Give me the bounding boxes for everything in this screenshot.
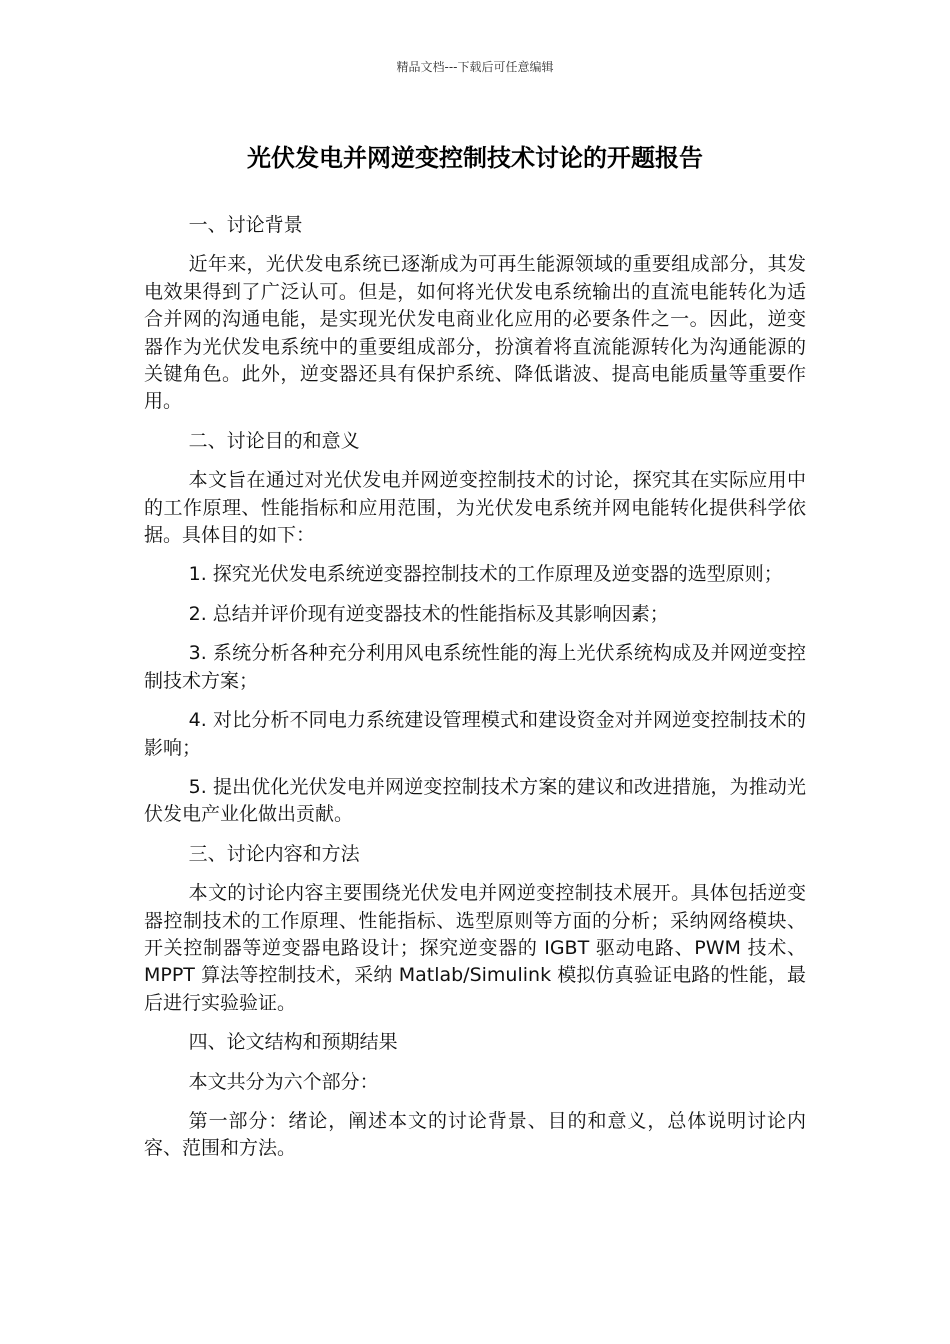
list-item-purpose-1: 1. 探究光伏发电系统逆变器控制技术的工作原理及逆变器的选型原则；: [188, 563, 783, 586]
section-heading-purpose: 二、讨论目的和意义: [188, 429, 360, 452]
paragraph-structure-intro: 本文共分为六个部分：: [188, 1070, 379, 1093]
paragraph-content-methods: 本文的讨论内容主要围绕光伏发电并网逆变控制技术展开。具体包括逆变器控制技术的工作原理、性能指标、选型原则等方面的分析；采纳网络模块、开关控制器等逆变器电路设计；探究逆变器的 IGBT 驱动电路、PWM 技术、MPPT 算法等控制技术，采纳 Matlab/Simulink 模拟仿真验证电路的性能，最后进行实验验证。: [144, 882, 806, 1014]
section-heading-content-methods: 三、讨论内容和方法: [188, 842, 360, 865]
paragraph-structure-part1: 第一部分：绪论，阐述本文的讨论背景、目的和意义，总体说明讨论内容、范围和方法。: [144, 1109, 806, 1160]
paragraph-purpose: 本文旨在通过对光伏发电并网逆变控制技术的讨论，探究其在实际应用中的工作原理、性能指标和应用范围，为光伏发电系统并网电能转化提供科学依据。具体目的如下：: [144, 469, 806, 547]
document-title: 光伏发电并网逆变控制技术讨论的开题报告: [247, 144, 703, 172]
section-heading-structure: 四、论文结构和预期结果: [188, 1031, 398, 1054]
list-item-purpose-3: 3. 系统分析各种充分利用风电系统性能的海上光伏系统构成及并网逆变控制技术方案；: [144, 642, 806, 692]
page-header: 精品文档---下载后可任意编辑: [396, 60, 554, 74]
list-item-purpose-2: 2. 总结并评价现有逆变器技术的性能指标及其影响因素；: [188, 602, 669, 625]
paragraph-background: 近年来，光伏发电系统已逐渐成为可再生能源领域的重要组成部分，其发电效果得到了广泛认可。但是，如何将光伏发电系统输出的直流电能转化为适合并网的沟通电能，是实现光伏发电商业化应用的必要条件之一。因此，逆变器作为光伏发电系统中的重要组成部分，扮演着将直流能源转化为沟通能源的关键角色。此外，逆变器还具有保护系统、降低谐波、提高电能质量等重要作用。: [144, 253, 806, 413]
list-item-purpose-5: 5. 提出优化光伏发电并网逆变控制技术方案的建议和改进措施，为推动光伏发电产业化做出贡献。: [144, 775, 806, 826]
list-item-purpose-4: 4. 对比分析不同电力系统建设管理模式和建设资金对并网逆变控制技术的影响；: [144, 709, 806, 759]
document-body: [144, 212, 806, 1175]
section-heading-background: 一、讨论背景: [188, 214, 303, 236]
